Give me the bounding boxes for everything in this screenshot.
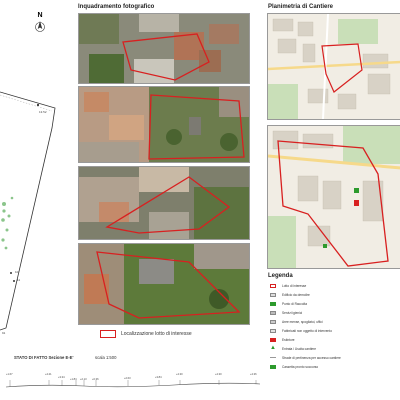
aerial-photo-2 bbox=[78, 86, 250, 163]
section-scale: scala 1:500 bbox=[95, 355, 117, 360]
legend-item bbox=[270, 329, 332, 333]
legend-heading: Legenda bbox=[268, 273, 293, 279]
plan-heading: Planimetria di Cantiere bbox=[268, 4, 334, 10]
legend-item bbox=[270, 347, 316, 351]
legend-item bbox=[270, 365, 318, 369]
grey-box-icon bbox=[270, 329, 276, 333]
legend-label: Servizi igienici bbox=[282, 311, 303, 315]
legend-label: Strade di pertinenza per accesso cantiere bbox=[282, 356, 341, 360]
elevation-label: +4.36 bbox=[250, 373, 257, 376]
survey-point-label: 10 bbox=[15, 270, 19, 274]
legend-item bbox=[270, 311, 302, 315]
elevation-label: +3.84 bbox=[155, 376, 162, 379]
elevation-label: +1.67 bbox=[6, 373, 13, 376]
first-aid-icon bbox=[354, 188, 359, 193]
elevation-label: +2.63 bbox=[124, 377, 131, 380]
grey-line-icon bbox=[270, 357, 276, 359]
north-label: N bbox=[37, 12, 43, 19]
site-map-detail bbox=[267, 125, 400, 269]
aerial-photo-4 bbox=[78, 243, 250, 325]
north-arrow-icon bbox=[34, 10, 46, 34]
photo-caption-text: Localizzazione lotto di interesse bbox=[121, 331, 192, 337]
legend-label: Fabbricati non oggetto di intervento bbox=[282, 329, 332, 333]
green-arrow-icon: ▲ bbox=[270, 345, 276, 352]
aerial-photo-1 bbox=[78, 13, 250, 84]
red-box-icon bbox=[270, 338, 276, 342]
legend-label: Punto di Raccolta bbox=[282, 302, 307, 306]
tree-symbols bbox=[1, 197, 13, 250]
elevation-label: +2.13 bbox=[80, 378, 87, 381]
aerial-photo-3 bbox=[78, 166, 250, 240]
section-profile bbox=[4, 373, 262, 396]
legend-item bbox=[270, 356, 341, 360]
extinguisher-icon bbox=[354, 200, 359, 206]
elevation-label: +4.21 bbox=[45, 373, 52, 376]
legend-item bbox=[270, 284, 306, 288]
green-cross-icon bbox=[270, 365, 276, 369]
legend-item bbox=[270, 320, 323, 324]
survey-point-label: 11 bbox=[17, 278, 21, 282]
section-title: STATO DI FATTO Sezione E-E' bbox=[14, 355, 74, 360]
elevation-label: +4.30 bbox=[215, 373, 222, 376]
elevation-label: +1.84 bbox=[70, 378, 77, 381]
elevation-label: +0.36 bbox=[92, 378, 99, 381]
legend-label: Entrata / Uscita cantiere bbox=[282, 347, 317, 351]
boundary-swatch bbox=[100, 330, 116, 338]
survey-point-label: 13.52 bbox=[39, 110, 47, 114]
grey-fill-icon bbox=[270, 293, 276, 297]
legend-label: Cassetta pronto soccorso bbox=[282, 365, 319, 369]
legend-label: Estintore bbox=[282, 338, 295, 342]
legend-label: Edificio da demolire bbox=[282, 293, 310, 297]
survey-plot bbox=[0, 80, 70, 340]
site-map-overview bbox=[267, 13, 400, 120]
photo-caption bbox=[100, 330, 192, 338]
legend-item bbox=[270, 338, 295, 342]
grey-box-icon bbox=[270, 311, 276, 315]
survey-point-label: 91 bbox=[2, 331, 6, 335]
legend-label: Aree mense, spogliatoi, uffici bbox=[282, 320, 323, 324]
elevation-label: +4.30 bbox=[176, 373, 183, 376]
elevation-label: +3.34 bbox=[58, 376, 65, 379]
legend-label: Lotto di interesse bbox=[282, 284, 307, 288]
legend-item bbox=[270, 302, 307, 306]
green-cross-icon bbox=[270, 302, 276, 306]
photo-heading: Inquadramento fotografico bbox=[78, 4, 155, 10]
grey-box-icon bbox=[270, 320, 276, 324]
lot-perimeter bbox=[0, 92, 55, 330]
survey-plan-panel bbox=[0, 0, 70, 340]
legend-item bbox=[270, 293, 310, 297]
red-outline-icon bbox=[270, 284, 276, 288]
